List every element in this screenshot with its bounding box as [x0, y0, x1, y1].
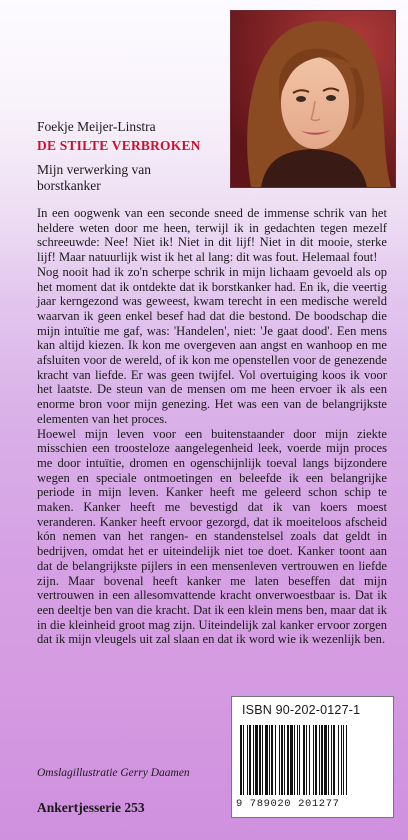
series-name: Ankertjesserie 253	[37, 800, 145, 815]
portrait-image	[231, 11, 395, 187]
book-subtitle: Mijn verwerking van borstkanker	[37, 162, 151, 193]
book-title: DE STILTE VERBROKEN	[37, 138, 201, 153]
isbn-number: ISBN 90-202-0127-1	[242, 703, 361, 717]
back-cover-blurb: In een oogwenk van een seconde sneed de immense schrik van het heldere weten door me heen, terwijl ik in gedachten tegen mezelf schreeuwde: Nee! Niet ik! Niet in dit lijf! Niet in dit mooie, sterke lijf! Maar natuurlijk wist ik het al lang: dit was fout. Helemaal fout! Nog nooit had ik zo'n scherpe schrik in mijn lichaam gevoeld als op het moment dat ik ontdekte dat ik borstkanker had. En ik, die veertig jaar kerngezond was geweest, kwam terecht in een medische wereld waarvan ik geen enkel besef had dat die bestond. De boodschap die mijn intuïtie me gaf, was: 'Handelen', niet: 'Je gaat dood'. Een mens kan altijd kiezen. Ik kon me overgeven aan angst en wanhoop en me afsluiten voor de wereld, of ik kon me openstellen voor de genezende kracht van liefde. Er was geen twijfel. Vol overtuiging koos ik voor het laatste. De steun van de mensen om me heen ervoer ik als een enorme bron voor mijn genezing. Het was een van de belangrijkste elementen van het proces. Hoewel mijn leven voor een buitenstaander door mijn ziekte misschien een troosteloze aangelegenheid leek, voerde mijn proces me door intuïtie, dromen en ogenschijnlijk toeval langs bijzondere wegen en speciale ontmoetingen en beleefde ik een belangrijke periode in mijn leven. Kanker heeft me geleerd schon schip te maken. Kanker heeft me bevestigd dat ik van koers moest veranderen. Kanker heeft ervoor gezorgd, dat ik moeiteloos afscheid kón nemen van het rangen- en standenstelsel zoals dat geldt in bedrijven, omdat het er uiteindelijk niet toe doet. Kanker toont aan dat de belangrijkste pijlers in een mensenleven vertrouwen en liefde zijn. Maar bovenal heeft kanker me laten beseffen dat mijn vertrouwen in een allesomvattende kracht onverwoestbaar is. Dat ik een deeltje ben van die kracht. Dat ik een klein mens ben, maar dat ik in die kleinheid groot mag zijn. Uiteindelijk zal kanker ervoor zorgen dat ik mijn vleugels uit zal slaan en dat ik word wie ik wezenlijk ben.	[37, 206, 387, 647]
isbn-barcode-box	[231, 696, 394, 818]
author-name: Foekje Meijer-Linstra	[37, 119, 156, 134]
barcode-digits: 9 789020 201277	[236, 798, 340, 810]
cover-illustration-credit: Omslagillustratie Gerry Daamen	[37, 767, 190, 779]
barcode-icon	[240, 725, 387, 795]
author-portrait	[230, 10, 396, 188]
